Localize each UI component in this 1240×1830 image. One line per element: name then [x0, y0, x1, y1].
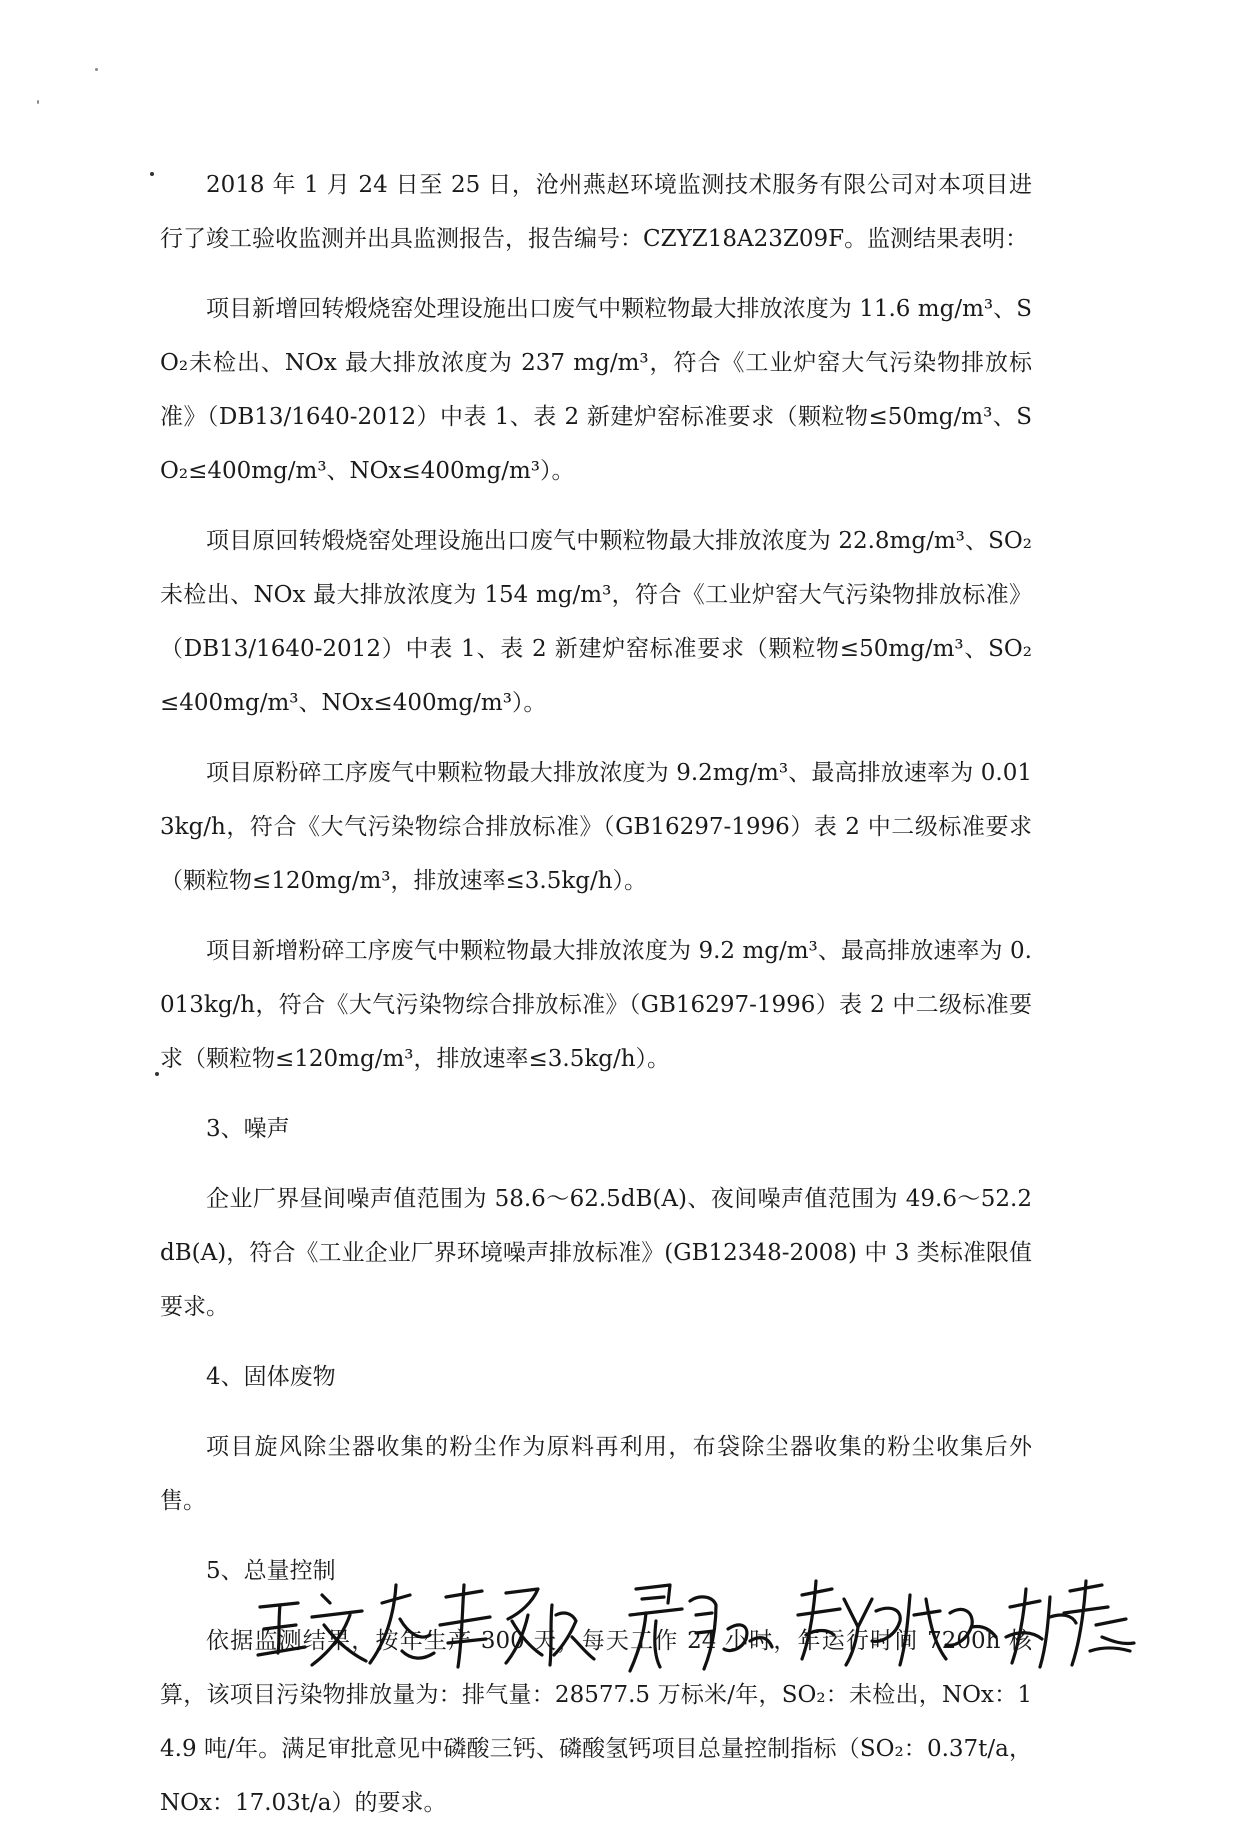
paragraph-new-crushing: 项目新增粉碎工序废气中颗粒物最大排放浓度为 9.2 mg/m³、最高排放速率为 0.013kg/h，符合《大气污染物综合排放标准》（GB16297-1996）表 2 中二级标准要求（颗粒物≤120mg/m³，排放速率≤3.5kg/h）。 — [160, 938, 1032, 1072]
handwritten-signatures — [250, 1555, 1150, 1685]
paragraph-intro: 2018 年 1 月 24 日至 25 日，沧州燕赵环境监测技术服务有限公司对本项目进行了竣工验收监测并出具监测报告，报告编号：CZYZ18A23Z09F。监测结果表明： — [160, 172, 1032, 252]
paragraph-total-control: 依据监测结果，按年生产 300 天，每天工作 24 小时，年运行时间 7200h 核算，该项目污染物排放量为：排气量：28577.5 万标米/年，SO₂：未检出，NOx：14.9 吨/年。满足审批意见中磷酸三钙、磷酸氢钙项目总量控制指标（SO₂：0.37t/a，NOx：17.03t/a）的要求。 — [160, 1628, 1032, 1816]
section-heading-noise: 3、噪声 — [206, 1116, 290, 1142]
signature-5 — [1006, 1581, 1134, 1667]
signature-2 — [440, 1585, 594, 1667]
paragraph-new-kiln: 项目新增回转煅烧窑处理设施出口废气中颗粒物最大排放浓度为 11.6 mg/m³、SO₂未检出、NOx 最大排放浓度为 237 mg/m³，符合《工业炉窑大气污染物排放标准》（DB13/1640-2012）中表 1、表 2 新建炉窑标准要求（颗粒物≤50mg/m³、SO₂≤400mg/m³、NOx≤400mg/m³）。 — [160, 296, 1032, 484]
section-heading-total-control: 5、总量控制 — [206, 1558, 336, 1584]
signature-3 — [630, 1585, 772, 1671]
signature-row — [250, 1555, 1150, 1685]
signature-4 — [798, 1581, 996, 1665]
scan-speck — [95, 68, 98, 71]
signature-1 — [258, 1585, 434, 1665]
paragraph-old-crushing: 项目原粉碎工序废气中颗粒物最大排放浓度为 9.2mg/m³、最高排放速率为 0.013kg/h，符合《大气污染物综合排放标准》（GB16297-1996）表 2 中二级标准要求（颗粒物≤120mg/m³，排放速率≤3.5kg/h）。 — [160, 760, 1032, 894]
paragraph-noise: 企业厂界昼间噪声值范围为 58.6～62.5dB(A)、夜间噪声值范围为 49.6～52.2dB(A)，符合《工业企业厂界环境噪声排放标准》(GB12348-2008) 中 3 类标准限值要求。 — [160, 1186, 1032, 1320]
scan-speck — [37, 100, 39, 104]
scan-speck — [150, 172, 154, 176]
paragraph-old-kiln: 项目原回转煅烧窑处理设施出口废气中颗粒物最大排放浓度为 22.8mg/m³、SO₂未检出、NOx 最大排放浓度为 154 mg/m³，符合《工业炉窑大气污染物排放标准》（DB13/1640-2012）中表 1、表 2 新建炉窑标准要求（颗粒物≤50mg/m³、SO₂≤400mg/m³、NOx≤400mg/m³）。 — [160, 528, 1032, 716]
paragraph-solid-waste: 项目旋风除尘器收集的粉尘作为原料再利用，布袋除尘器收集的粉尘收集后外售。 — [160, 1434, 1032, 1514]
scan-speck — [155, 1072, 159, 1076]
section-heading-solid-waste: 4、固体废物 — [206, 1364, 336, 1390]
